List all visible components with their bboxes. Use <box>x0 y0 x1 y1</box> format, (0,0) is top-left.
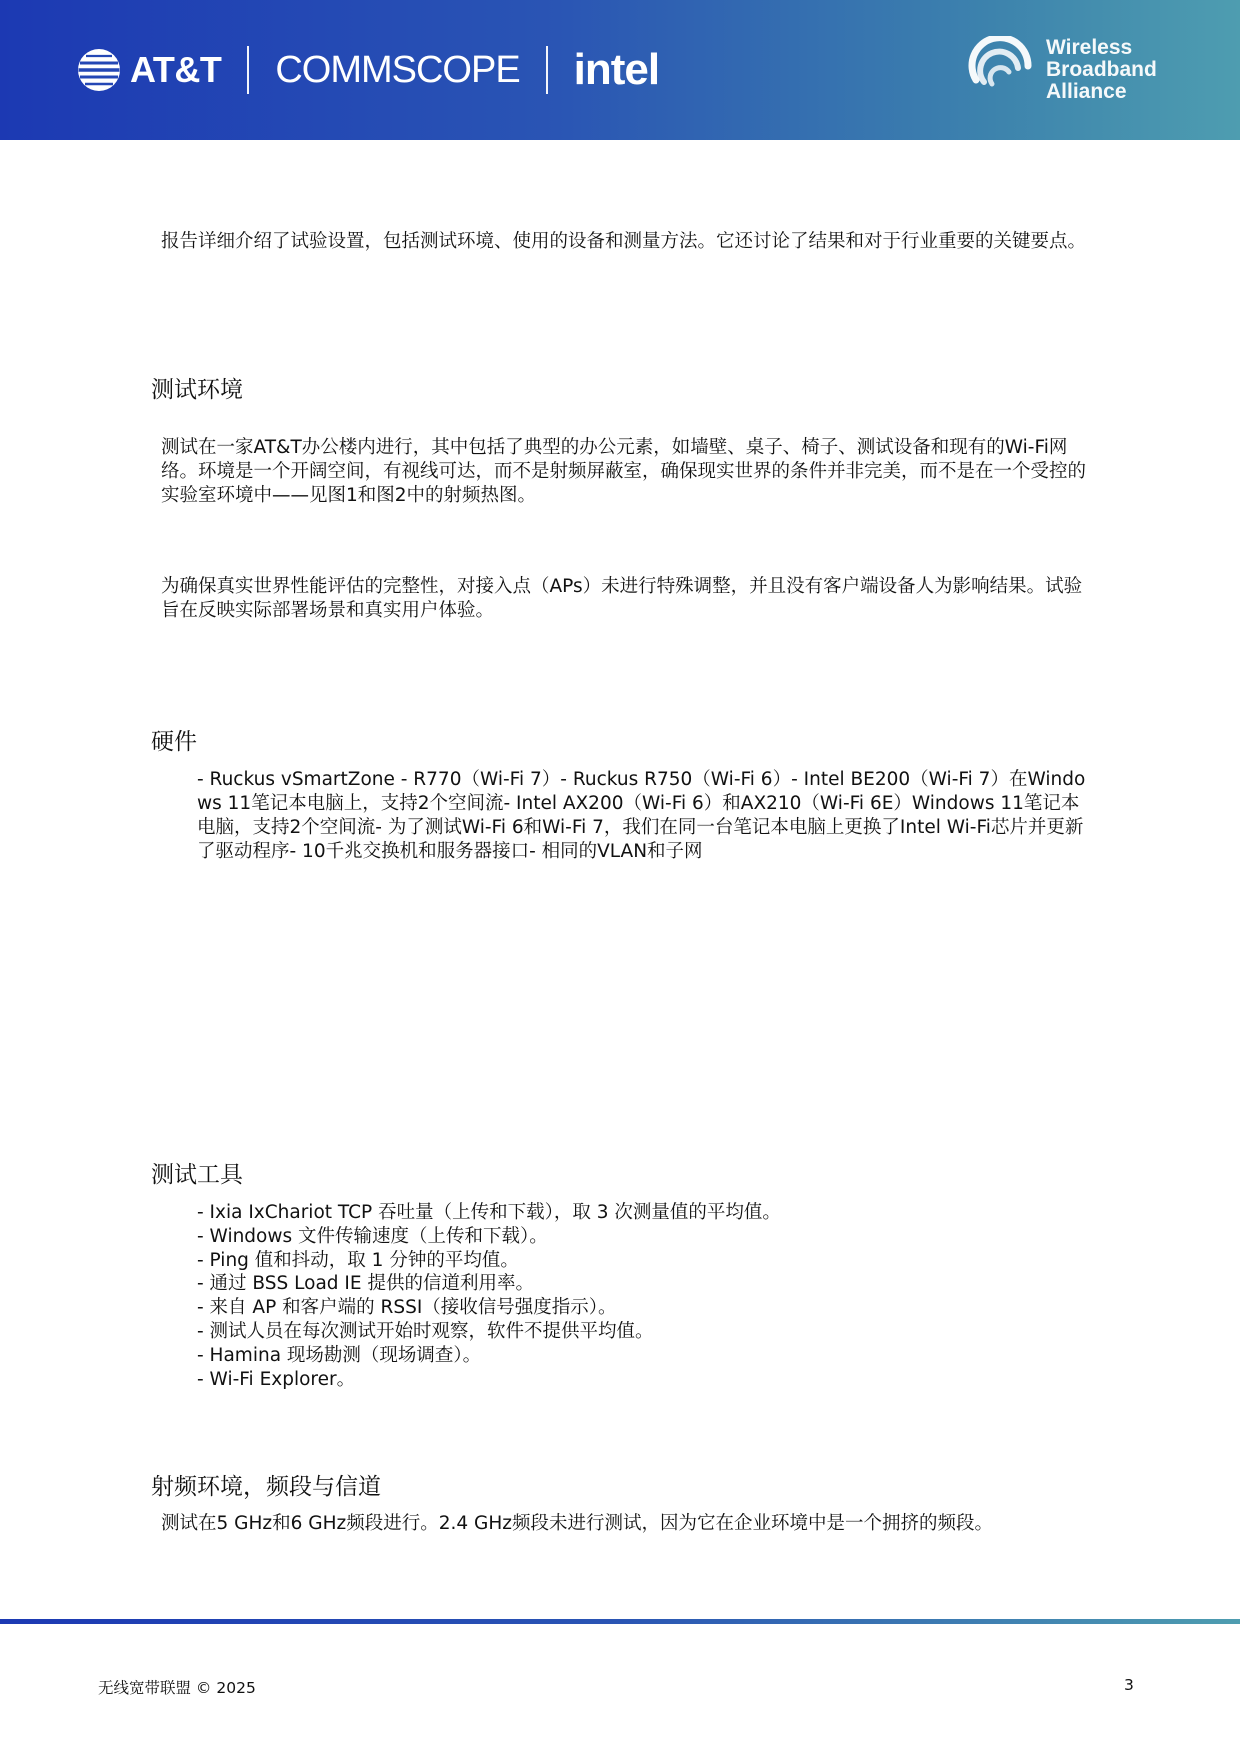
wba-line-3: Alliance <box>1046 80 1127 103</box>
list-item: - Hamina 现场勘测（现场调查）。 <box>197 1344 482 1366</box>
page-header <box>0 0 1240 140</box>
rf-environment-paragraph: 测试在5 GHz和6 GHz频段进行。2.4 GHz频段未进行测试，因为它在企业环境中是一个拥挤的频段。 <box>161 1513 993 1534</box>
intro-paragraph: 报告详细介绍了试验设置，包括测试环境、使用的设备和测量方法。它还讨论了结果和对于行业重要的关键要点。 <box>161 231 1087 252</box>
section-heading-test-environment: 测试环境 <box>151 377 243 403</box>
partner-logos <box>76 40 659 100</box>
list-item: - 来自 AP 和客户端的 RSSI（接收信号强度指示）。 <box>197 1297 617 1319</box>
footer-copyright: 无线宽带联盟 © 2025 <box>98 1679 256 1697</box>
list-item: - Ixia IxChariot TCP 吞吐量（上传和下载），取 3 次测量值的平均值。 <box>197 1202 781 1223</box>
wba-wordmark <box>1046 37 1157 103</box>
list-item: - 通过 BSS Load IE 提供的信道利用率。 <box>197 1273 534 1295</box>
test-environment-paragraph-2: 为确保真实世界性能评估的完整性，对接入点（APs）未进行特殊调整，并且没有客户端设备人为影响结果。试验旨在反映实际部署场景和真实用户体验。 <box>161 576 1083 621</box>
hardware-paragraph: - Ruckus vSmartZone - R770（Wi-Fi 7）- Ruckus R750（Wi-Fi 6）- Intel BE200（Wi-Fi 7）在Windows 11笔记本电脑上，支持2个空间流- Intel AX200（Wi-Fi 6）和AX210（Wi-Fi 6E）Windows 11笔记本电脑，支持2个空间流- 为了测试Wi-Fi 6和Wi-Fi 7，我们在同一台笔记本电脑上更换了Intel Wi-Fi芯片并更新了驱动程序- 10千兆交换机和服务器接口- 相同的VLAN和子网 <box>197 769 1086 862</box>
att-globe-icon <box>76 47 122 93</box>
list-item: - Ping 值和抖动，取 1 分钟的平均值。 <box>197 1249 519 1271</box>
page-number: 3 <box>1124 1676 1134 1694</box>
list-item: - Wi-Fi Explorer。 <box>197 1368 356 1390</box>
section-heading-rf-environment: 射频环境，频段与信道 <box>151 1474 381 1500</box>
logo-divider <box>546 46 548 94</box>
logo-divider <box>247 46 249 94</box>
wba-mark-icon <box>968 36 1036 104</box>
list-item: - 测试人员在每次测试开始时观察，软件不提供平均值。 <box>197 1320 654 1342</box>
wba-logo <box>968 36 1157 104</box>
section-heading-hardware: 硬件 <box>151 729 197 755</box>
wba-line-2: Broadband <box>1046 58 1157 81</box>
wba-line-1: Wireless <box>1046 36 1133 59</box>
commscope-logo: COMMSCOPE <box>275 48 520 91</box>
att-logo <box>76 47 221 93</box>
test-tools-list <box>197 1201 781 1391</box>
section-heading-test-tools: 测试工具 <box>151 1162 243 1188</box>
intel-logo: intel <box>573 45 660 94</box>
footer-divider <box>0 1619 1240 1624</box>
list-item: - Windows 文件传输速度（上传和下载）。 <box>197 1225 548 1247</box>
test-environment-paragraph-1: 测试在一家AT&T办公楼内进行，其中包括了典型的办公元素，如墙壁、桌子、椅子、测试设备和现有的Wi-Fi网络。环境是一个开阔空间，有视线可达，而不是射频屏蔽室，确保现实世界的条件并非完美，而不是在一个受控的实验室环境中——见图1和图2中的射频热图。 <box>161 437 1087 506</box>
att-wordmark: AT&T <box>130 49 222 90</box>
